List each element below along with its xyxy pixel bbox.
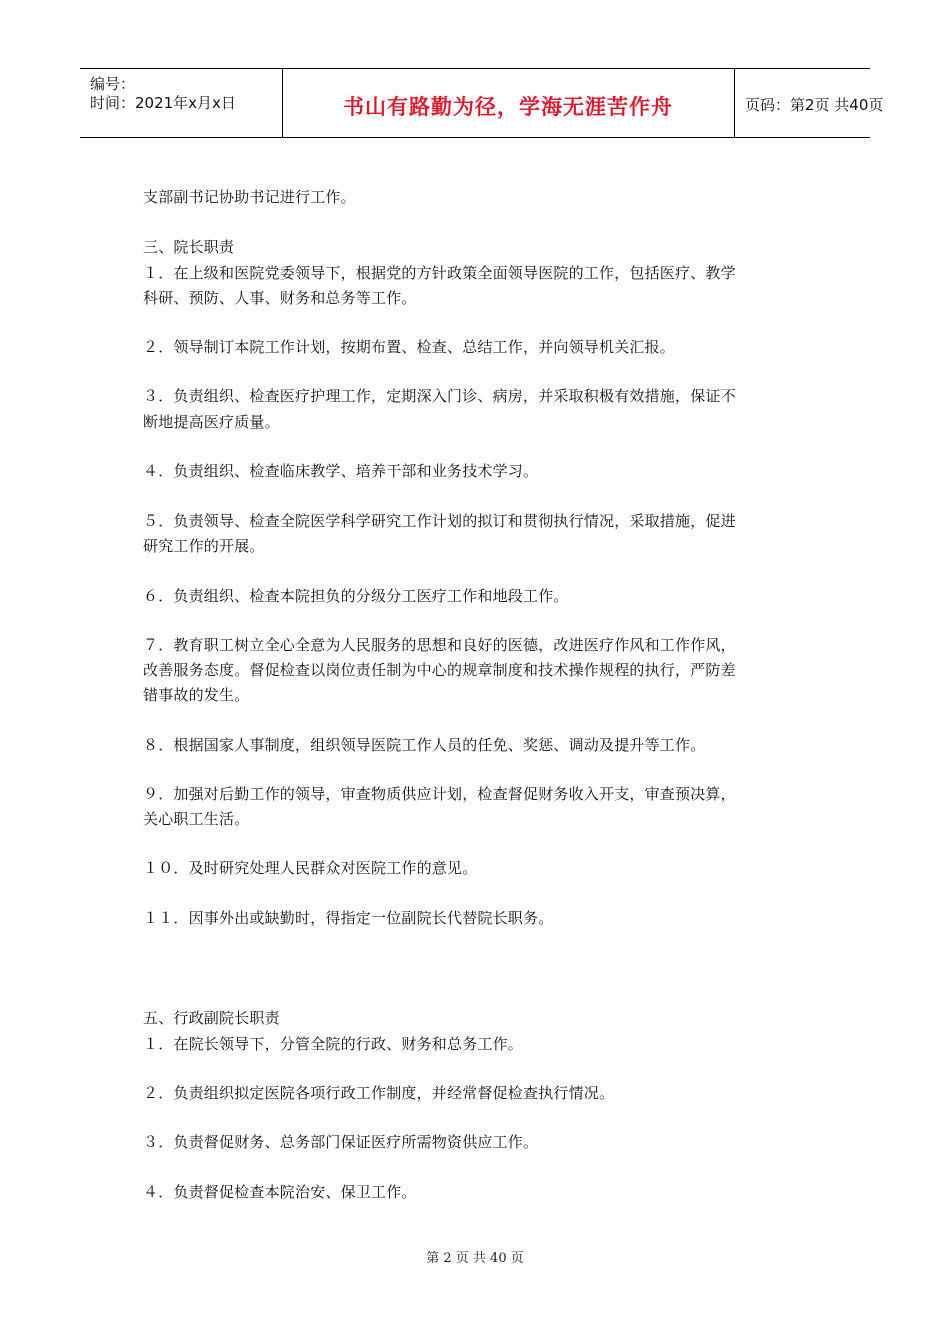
- body-line: 错事故的发生。: [143, 686, 250, 704]
- page-footer: 第 2 页 共 40 页: [426, 1251, 524, 1266]
- section-heading: 三、院长职责: [143, 238, 235, 256]
- section-heading: 五、行政副院长职责: [143, 1009, 280, 1027]
- body-line: ５．负责领导、检查全院医学科学研究工作计划的拟订和贯彻执行情况，采取措施，促进: [143, 512, 736, 530]
- body-line: ４．负责组织、检查临床教学、培养干部和业务技术学习。: [143, 462, 539, 480]
- body-line: ７．教育职工树立全心全意为人民服务的思想和良好的医德，改进医疗作风和工作作风，: [143, 636, 736, 654]
- page-header: [80, 68, 884, 138]
- body-line: 断地提高医疗质量。: [143, 413, 280, 431]
- body-line: ４．负责督促检查本院治安、保卫工作。: [143, 1183, 417, 1201]
- body-line: ３．负责督促财务、总务部门保证医疗所需物资供应工作。: [143, 1133, 539, 1151]
- body-line: １．在上级和医院党委领导下，根据党的方针政策全面领导医院的工作，包括医疗、教学: [143, 264, 736, 282]
- header-motto-cell: [282, 69, 735, 137]
- body-line: １．在院长领导下，分管全院的行政、财务和总务工作。: [143, 1035, 524, 1053]
- body-line: 支部副书记协助书记进行工作。: [143, 188, 356, 206]
- body-line: ６．负责组织、检查本院担负的分级分工医疗工作和地段工作。: [143, 587, 569, 605]
- header-motto: 书山有路勤为径，学海无涯苦作舟: [343, 95, 673, 119]
- body-line: ２．领导制订本院工作计划，按期布置、检查、总结工作，并向领导机关汇报。: [143, 338, 676, 356]
- body-line: １０．及时研究处理人民群众对医院工作的意见。: [143, 859, 478, 877]
- body-line: 改善服务态度。督促检查以岗位责任制为中心的规章制度和技术操作规程的执行，严防差: [143, 661, 736, 679]
- document-date: 时间：2021年x月x日: [90, 94, 236, 112]
- body-line: １１．因事外出或缺勤时，得指定一位副院长代替院长职务。: [143, 909, 554, 927]
- document-number-label: 编号：: [90, 75, 136, 93]
- body-line: ３．负责组织、检查医疗护理工作，定期深入门诊、病房，并采取积极有效措施，保证不: [143, 387, 736, 405]
- body-line: 关心职工生活。: [143, 810, 250, 828]
- body-line: 科研、预防、人事、财务和总务等工作。: [143, 289, 417, 307]
- body-line: 研究工作的开展。: [143, 537, 265, 555]
- header-page-cell: [735, 69, 884, 137]
- header-page-info: 页码：第2页 共40页: [745, 96, 884, 114]
- body-line: ８．根据国家人事制度，组织领导医院工作人员的任免、奖惩、调动及提升等工作。: [143, 736, 706, 754]
- body-line: ９．加强对后勤工作的领导，审查物质供应计划，检查督促财务收入开支，审查预决算，: [143, 785, 736, 803]
- header-meta-cell: [80, 69, 283, 137]
- body-line: ２．负责组织拟定医院各项行政工作制度，并经常督促检查执行情况。: [143, 1084, 615, 1102]
